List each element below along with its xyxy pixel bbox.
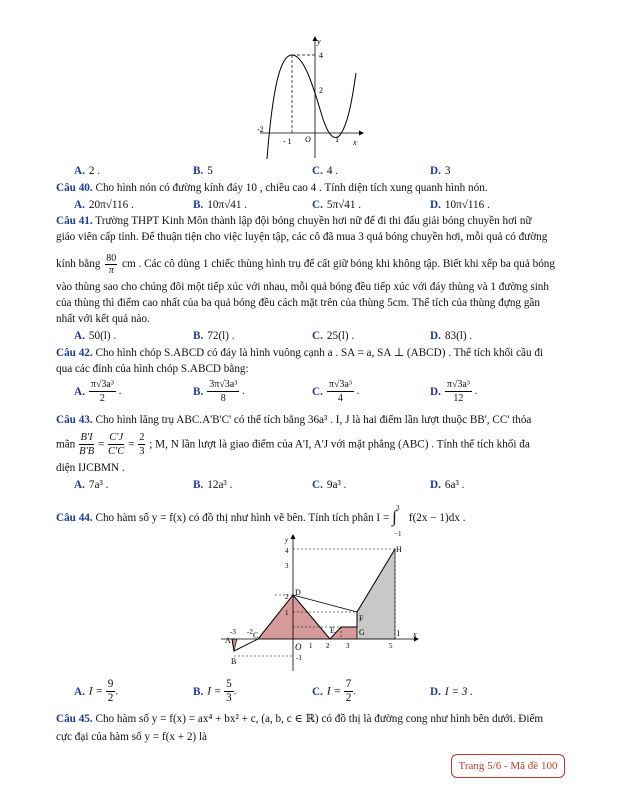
point-label-f: F <box>359 614 364 623</box>
question-label: Câu 45. <box>56 713 93 725</box>
fraction-numerator: 80 <box>106 253 117 264</box>
option-text: 2 . <box>88 165 101 177</box>
option-text: . <box>233 685 237 698</box>
tick-label: 2 <box>319 86 323 95</box>
question-text: kính bằng <box>56 258 101 271</box>
fraction-denominator: C'C <box>108 446 125 457</box>
option-letter: B. <box>193 330 204 342</box>
option-text: 83(l) . <box>444 330 473 342</box>
tick-label: 4 <box>319 51 323 60</box>
option-letter: D. <box>430 385 441 398</box>
x-axis-label: x <box>413 630 417 639</box>
option-text: 4 . <box>326 165 339 177</box>
q41-line5: của thùng thì điểm cao nhất của ba quả bóng đều cách mặt trên của thùng 5cm. Thể tích của thùng đựng gần <box>56 297 540 309</box>
tick-label: -3 <box>230 628 236 636</box>
fraction <box>79 431 94 458</box>
q42-option-b[interactable]: B. $\frac{\text{3π√3a³}}{8}$ . <box>193 379 245 404</box>
option-letter: B. <box>193 199 204 211</box>
point-label-i: I <box>397 629 400 638</box>
page-footer-badge: Trang 5/6 - Mã đề 100 <box>451 754 565 778</box>
q39-option-a[interactable] <box>74 164 100 178</box>
fraction <box>105 253 117 276</box>
q45-line2: cực đại của hàm số y = f(x + 2) là <box>56 731 208 743</box>
question-text: Cho hàm số y = f(x) = ax⁴ + bx² + c, (a, b, c ∈ ℝ) có đồ thị là đường cong như hình bên dưới. Điểm <box>95 713 544 725</box>
fraction-denominator: 4 <box>337 393 343 404</box>
point-label-b: B <box>231 657 237 666</box>
option-letter: D. <box>430 165 441 177</box>
question-label: Câu 42. <box>56 347 93 359</box>
q44-text <box>56 503 466 538</box>
option-letter: C. <box>312 685 323 698</box>
q43-option-b[interactable] <box>193 478 232 492</box>
tick-label: -1 <box>296 654 302 662</box>
fraction-denominator: 3 <box>226 692 232 704</box>
tick-label: 1 <box>285 609 289 617</box>
integral <box>392 503 406 538</box>
fraction-denominator: 2 <box>99 393 105 404</box>
tick-label: 3 <box>346 642 350 650</box>
option-text: 72(l) . <box>207 330 235 342</box>
fraction-denominator: 2 <box>107 692 114 704</box>
fraction-numerator: 7 <box>345 678 352 690</box>
y-axis-label: y <box>285 536 289 544</box>
q42-option-c[interactable]: C. $\frac{\text{π√3a³}}{4}$ . <box>312 379 360 404</box>
fraction <box>138 431 145 458</box>
q39-option-c[interactable] <box>312 164 338 178</box>
option-letter: B. <box>193 685 204 698</box>
q45-line1 <box>56 712 543 726</box>
q42-option-d[interactable]: D. $\frac{\text{π√3a³}}{12}$ . <box>430 379 478 404</box>
fraction <box>224 678 234 705</box>
option-letter: D. <box>430 479 441 491</box>
option-text: I = <box>207 685 222 698</box>
q39-option-d[interactable] <box>430 164 450 178</box>
q40-text <box>56 181 488 195</box>
question-text: f(2x − 1)dx . <box>408 512 466 524</box>
question-text: Cho hình chóp S.ABCD có đáy là hình vuông cạnh a . SA = a, SA ⊥ (ABCD) . Thể tích khối cầu đi <box>95 347 544 359</box>
q44-option-d[interactable] <box>430 685 473 699</box>
option-letter: C. <box>312 199 323 211</box>
option-letter: C. <box>312 165 323 177</box>
option-text: . <box>353 685 357 698</box>
q43-option-a[interactable] <box>74 478 108 492</box>
option-letter: D. <box>430 330 441 342</box>
option-letter: A. <box>74 479 85 491</box>
tick-label: 2 <box>285 593 289 601</box>
fraction-numerator: 9 <box>107 678 114 690</box>
q40-option-c[interactable] <box>312 198 361 212</box>
q44-option-c[interactable] <box>312 678 356 705</box>
q43-option-d[interactable] <box>430 478 464 492</box>
fraction <box>445 378 472 405</box>
question-label: Câu 40. <box>56 182 93 194</box>
question-label: Câu 43. <box>56 414 93 426</box>
q40-option-a[interactable] <box>74 198 134 212</box>
tick-label: 2 <box>326 642 330 650</box>
option-letter: C. <box>312 479 323 491</box>
fraction <box>108 431 124 458</box>
option-text: I = <box>326 685 341 698</box>
q41-line6: nhất với kết quả nào. <box>56 313 150 325</box>
fraction-numerator: 5 <box>226 678 232 690</box>
point-label-c: C <box>253 631 259 640</box>
cubic-graph <box>255 33 365 161</box>
q39-option-b[interactable] <box>193 164 213 178</box>
option-text: 10π√116 . <box>444 199 490 211</box>
option-text: I = 3 . <box>444 686 473 698</box>
q41-option-d[interactable] <box>430 329 472 343</box>
origin-label: O <box>305 135 311 144</box>
point-label-g: G <box>359 628 365 637</box>
question-label: Câu 41. <box>56 215 93 227</box>
q44-option-a[interactable] <box>74 678 118 705</box>
fraction-numerator: C'J <box>109 432 124 443</box>
question-text: cm . Các cô dùng 1 chiếc thùng hình trụ để cất giữ bóng khi không tập. Biết khi xếp ba quả bóng <box>122 258 555 271</box>
q41-option-b[interactable] <box>193 329 235 343</box>
origin-label: O <box>295 642 302 652</box>
point-label-e: E <box>330 626 335 635</box>
question-text: Cho hình nón có đường kính đáy 10 , chiều cao 4 . Tính diện tích xung quanh hình nón. <box>95 182 488 194</box>
tick-label: 3 <box>285 562 289 570</box>
option-text: 10π√41 . <box>207 199 248 211</box>
point-label-h: H <box>396 545 402 554</box>
q41-option-a[interactable] <box>74 329 116 343</box>
fraction-numerator: π√3a³ <box>446 379 470 390</box>
tick-label: 4 <box>285 547 289 555</box>
question-label: Câu 44. <box>56 512 93 524</box>
question-text: Cho hình lăng trụ ABC.A'B'C' có thể tích bằng 36a³ . I, J là hai điểm lần lượt thuộc BB', CC' thỏa <box>95 414 532 426</box>
fraction-denominator: 12 <box>453 393 464 404</box>
tick-label: -2 <box>247 628 253 636</box>
fraction-denominator: 3 <box>139 446 145 457</box>
q43-line1 <box>56 413 531 427</box>
q43-option-c[interactable] <box>312 478 346 492</box>
tick-label: -2 <box>257 125 264 134</box>
fraction <box>89 378 116 405</box>
option-text: 5π√41 . <box>326 199 362 211</box>
equals-sign: = <box>128 438 135 451</box>
fraction <box>207 378 239 405</box>
question-text: Cho hàm số y = f(x) có đồ thị như hình vẽ bên. Tính tích phân I = <box>95 512 390 524</box>
equals-sign: = <box>97 438 105 451</box>
q42-option-a[interactable]: A. $\frac{\text{π√3a³}}{2}$ . <box>74 379 122 404</box>
fraction-denominator: 2 <box>345 692 352 704</box>
integral-sign-icon: ∫ <box>392 507 397 526</box>
option-text: 3 <box>444 165 451 177</box>
q41-line3 <box>56 253 555 276</box>
option-text: 20π√116 . <box>88 199 134 211</box>
y-axis-label: y <box>317 37 321 46</box>
fraction <box>327 378 354 405</box>
q41-line4: vào thùng sao cho chúng đôi một tiếp xúc với nhau, mỗi quả bóng đều tiếp xúc với đáy thùng và 1 đường sinh <box>56 281 549 293</box>
option-letter: B. <box>193 165 204 177</box>
tick-label: - 1 <box>283 137 292 146</box>
tick-label: 5 <box>389 642 393 650</box>
integral-lower-bound: −1 <box>394 530 402 538</box>
fraction-numerator: 3π√3a³ <box>209 379 238 390</box>
q40-option-b[interactable] <box>193 198 247 212</box>
option-letter: B. <box>193 479 204 491</box>
point-label-a: A <box>225 636 231 645</box>
q41-line2: giáo viên cấp tỉnh. Để thuận tiện cho việc luyện tập, các cô đã mua 3 quả bóng chuyền hơi, mỗi quả có đường <box>56 231 548 243</box>
question-text: ; M, N lần lượt là giao điểm của A'I, A'J với mặt phẳng (ABC) . Tính thể tích khối đa <box>149 438 530 451</box>
fraction-numerator: B'I <box>80 432 93 443</box>
option-letter: B. <box>193 385 204 398</box>
option-letter: A. <box>74 165 85 177</box>
q42-line2: qua các đỉnh của hình chóp S.ABCD bằng: <box>56 363 249 375</box>
fraction-denominator: π <box>108 265 114 276</box>
option-text: I = <box>88 685 103 698</box>
option-letter: C. <box>312 330 323 342</box>
integral-upper-bound: 3 <box>396 504 400 512</box>
option-text: 25(l) . <box>326 330 355 342</box>
piecewise-graph <box>213 533 423 673</box>
question-text: Trường THPT Kinh Môn thành lập đội bóng chuyền hơi nữ để đi thi đấu giải bóng chuyền hơi nữ <box>95 215 532 227</box>
option-letter: D. <box>430 686 441 698</box>
option-text: 12a³ . <box>207 479 233 491</box>
option-letter: A. <box>74 330 85 342</box>
q41-option-c[interactable] <box>312 329 354 343</box>
tick-label: 1 <box>309 642 313 650</box>
option-letter: C. <box>312 385 323 398</box>
option-letter: A. <box>74 199 85 211</box>
q43-line2 <box>56 431 530 458</box>
option-text: 5 <box>207 165 213 177</box>
fraction-numerator: 2 <box>139 432 145 443</box>
tick-label: 1 <box>335 135 339 144</box>
option-text: 6a³ . <box>444 479 465 491</box>
option-letter: D. <box>430 199 441 211</box>
q44-option-b[interactable] <box>193 678 237 705</box>
option-letter: A. <box>74 385 85 398</box>
q40-option-d[interactable] <box>430 198 490 212</box>
option-text: . <box>115 685 119 698</box>
x-axis-label: x <box>353 138 357 147</box>
fraction <box>106 678 119 705</box>
q42-line1 <box>56 346 543 360</box>
option-text: 7a³ . <box>88 479 109 491</box>
option-text: 9a³ . <box>326 479 347 491</box>
q41-line1 <box>56 214 532 228</box>
fraction-numerator: π√3a³ <box>90 379 114 390</box>
question-text: mãn <box>56 438 76 451</box>
point-label-d: D <box>295 588 301 597</box>
option-text: 50(l) . <box>88 330 117 342</box>
option-letter: A. <box>74 685 85 698</box>
fraction-denominator: B'B <box>79 446 95 457</box>
q43-line3: diện IJCBMN . <box>56 462 125 474</box>
fraction-denominator: 8 <box>220 393 226 404</box>
fraction-numerator: π√3a³ <box>328 379 352 390</box>
fraction <box>344 678 357 705</box>
